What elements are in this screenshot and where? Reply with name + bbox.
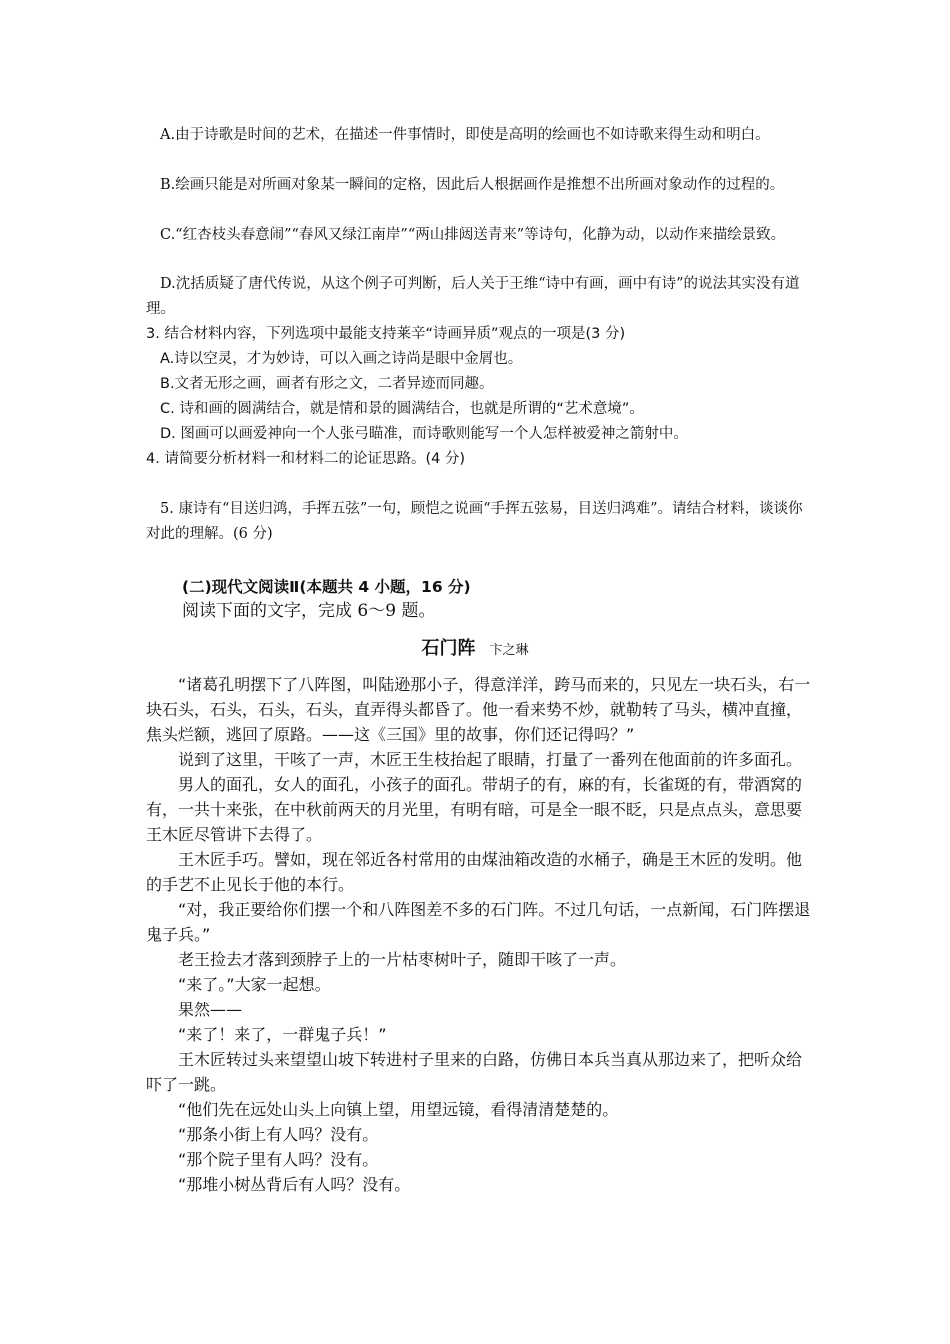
story-paragraph: 说到了这里，干咳了一声，木匠王生枝抬起了眼睛，打量了一番列在他面前的许多面孔。 [178,750,803,769]
section-instruction: 阅读下面的文字，完成 6～9 题。 [182,601,436,621]
story-paragraph: “来了。”大家一起想。 [178,975,331,994]
q3-option-d: D. 图画可以画爱神向一个人张弓瞄准，而诗歌则能写一个人怎样被爱神之箭射中。 [160,426,688,442]
section-title: (二)现代文阅读Ⅱ(本题共 4 小题，16 分) [182,578,471,596]
story-paragraph: “他们先在远处山头上向镇上望，用望远镜，看得清清楚楚的。 [178,1100,619,1119]
q3-option-a: A.诗以空灵，才为妙诗，可以入画之诗尚是眼中金屑也。 [160,351,523,367]
story-paragraph: 老王捡去才落到颈脖子上的一片枯枣树叶子，随即干咳了一声。 [178,950,627,969]
story-paragraph: “对，我正要给你们摆一个和八阵图差不多的石门阵。不过几句话，一点新闻，石门阵摆退鬼子兵。” [146,900,811,944]
q5-stem: 5. 康诗有“目送归鸿，手挥五弦”一句，顾恺之说画“手挥五弦易，目送归鸿难”。请结合材料，谈谈你对此的理解。(6 分) [146,501,803,542]
q2-option-a: A.由于诗歌是时间的艺术，在描述一件事情时，即使是高明的绘画也不如诗歌来得生动和明白。 [160,127,770,143]
q4-stem: 4. 请简要分析材料一和材料二的论证思路。(4 分) [146,451,466,467]
story-heading [0,634,950,666]
story-paragraph: “那条小街上有人吗？没有。 [178,1125,379,1144]
q2-option-b: B.绘画只能是对所画对象某一瞬间的定格，因此后人根据画作是推想不出所画对象动作的过程的。 [160,177,785,193]
q2-option-c: C.“红杏枝头春意闹”“春风又绿江南岸”“两山排闼送青来”等诗句，化静为动，以动作来描绘景致。 [160,227,786,243]
q2-option-d: D.沈括质疑了唐代传说，从这个例子可判断，后人关于王维“诗中有画，画中有诗”的说法其实没有道理。 [146,276,800,317]
story-title: 石门阵 [421,638,476,659]
story-author: 卞之琳 [489,643,529,658]
story-paragraph: 果然—— [178,1000,243,1019]
story-paragraph: 王木匠转过头来望望山坡下转进村子里来的白路，仿佛日本兵当真从那边来了，把听众给吓了一跳。 [146,1050,803,1094]
story-paragraph: “那个院子里有人吗？没有。 [178,1150,379,1169]
q3-option-b: B.文者无形之画，画者有形之文，二者异迹而同趣。 [160,376,494,392]
story-paragraph: 王木匠手巧。譬如，现在邻近各村常用的由煤油箱改造的水桶子，确是王木匠的发明。他的手艺不止见长于他的本行。 [146,850,803,894]
story-paragraph: “来了！来了，一群鬼子兵！” [178,1025,387,1044]
story-paragraph: “诸葛孔明摆下了八阵图，叫陆逊那小子，得意洋洋，跨马而来的，只见左一块石头，右一块石头，石头，石头，石头，直弄得头都昏了。他一看来势不炒，就勒转了马头，横冲直撞，焦头烂额，逃回了原路。——这《三国》里的故事，你们还记得吗？” [146,675,811,744]
story-paragraph: 男人的面孔，女人的面孔，小孩子的面孔。带胡子的有，麻的有，长雀斑的有，带酒窝的有，一共十来张，在中秋前两天的月光里，有明有暗，可是全一眼不眨，只是点点头，意思要王木匠尽管讲下去得了。 [146,775,803,844]
story-paragraph: “那堆小树丛背后有人吗？没有。 [178,1175,411,1194]
q3-stem: 3. 结合材料内容，下列选项中最能支持莱辛“诗画异质”观点的一项是(3 分) [146,326,626,342]
q3-option-c: C. 诗和画的圆满结合，就是情和景的圆满结合，也就是所谓的“艺术意境”。 [160,401,644,417]
story-body [146,672,812,1197]
